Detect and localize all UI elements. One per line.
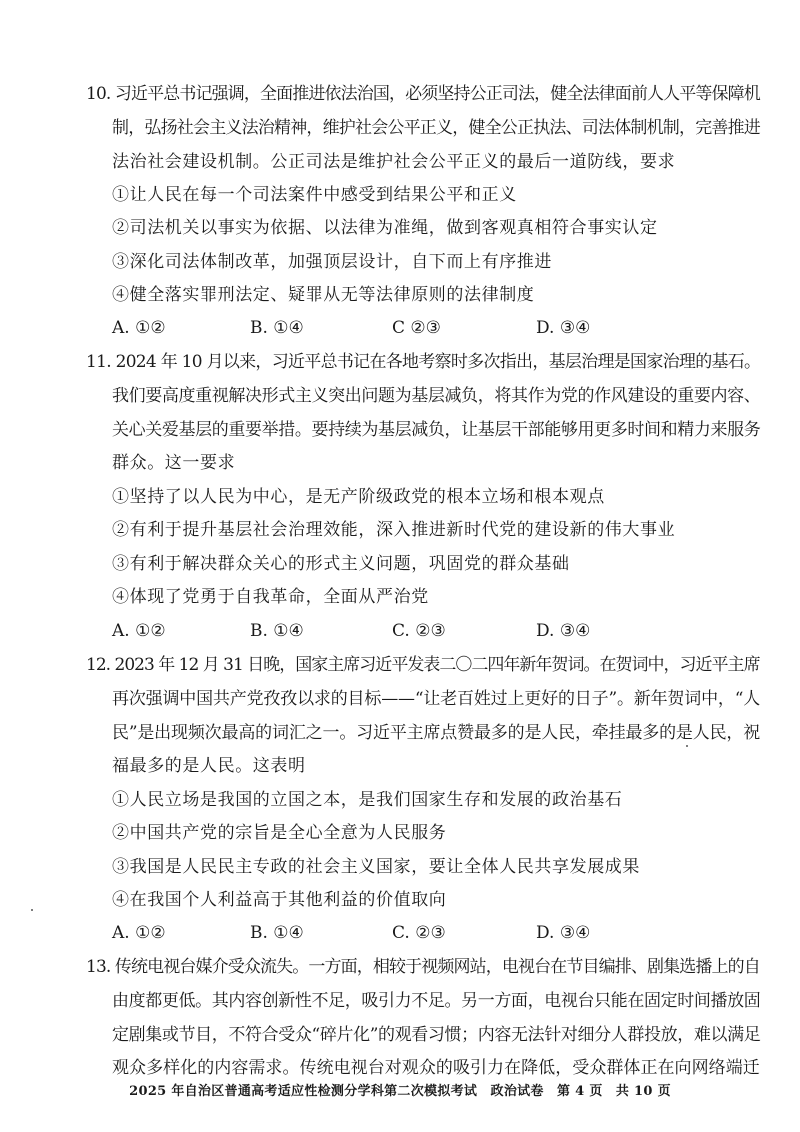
page-footer: 2025 年自治区普通高考适应性检测分学科第二次模拟考试 政治试卷 第 4 页 共 10 页 [129, 1084, 671, 1099]
option-c: C. ②③ [392, 923, 446, 943]
question-stem-line: 福最多的是人民。这表明 [112, 756, 306, 776]
question-stem-line: 法治社会建设机制。公正司法是维护社会公平正义的最后一道防线，要求 [112, 152, 676, 172]
question-stem-line: 由度都更低。其内容创新性不足，吸引力不足。另一方面，电视台只能在固定时间播放固 [112, 991, 761, 1011]
option-b: B. ①④ [250, 318, 304, 338]
option-a: A. ①② [112, 923, 166, 943]
question-stem-line: 再次强调中国共产党孜孜以求的目标——“让老百姓过上更好的日子”。新年贺词中，“人 [112, 689, 761, 709]
question-stem-line: 12. 2023 年 12 月 31 日晚，国家主席习近平发表二〇二四年新年贺词。在贺词中，习近平主席 [86, 655, 760, 675]
option-a: A. ①② [112, 318, 166, 338]
scan-speck [31, 909, 33, 911]
statement-item: ①人民立场是我国的立国之本，是我们国家生存和发展的政治基石 [112, 790, 623, 810]
question-stem-line: 观众多样化的内容需求。传统电视台对观众的吸引力在降低，受众群体正在向网络端迁 [112, 1058, 760, 1078]
option-b: B. ①④ [250, 621, 304, 641]
statement-item: ④在我国个人利益高于其他利益的价值取向 [112, 890, 447, 910]
statement-item: ④体现了党勇于自我革命，全面从严治党 [112, 587, 429, 607]
question-stem-line: 民”是出现频次最高的词汇之一。习近平主席点赞最多的是人民，牵挂最多的是人民，祝 [112, 723, 761, 743]
statement-item: ①让人民在每一个司法案件中感受到结果公平和正义 [112, 185, 517, 205]
statement-item: ②有利于提升基层社会治理效能，深入推进新时代党的建设新的伟大事业 [112, 520, 676, 540]
statement-item: ②司法机关以事实为依据、以法律为准绳，做到客观真相符合事实认定 [112, 218, 658, 238]
question-stem-line: 关心关爱基层的重要举措。要持续为基层减负，让基层干部能够用更多时间和精力来服务 [112, 420, 761, 440]
question-stem-line: 13. 传统电视台媒介受众流失。一方面，相较于视频网站，电视台在节目编排、剧集选播上的自 [86, 957, 760, 977]
question-stem-line: 10. 习近平总书记强调，全面推进依法治国，必须坚持公正司法，健全法律面前人人平等保障机 [86, 84, 760, 104]
option-c: C ②③ [392, 318, 441, 338]
option-c: C. ②③ [392, 621, 446, 641]
option-d: D. ③④ [536, 621, 591, 641]
statement-item: ③有利于解决群众关心的形式主义问题，巩固党的群众基础 [112, 554, 570, 574]
statement-item: ①坚持了以人民为中心，是无产阶级政党的根本立场和根本观点 [112, 487, 605, 507]
option-d: D. ③④ [536, 318, 591, 338]
option-d: D. ③④ [536, 923, 591, 943]
question-stem-line: 定剧集或节目，不符合受众“碎片化”的观看习惯；内容无法针对细分人群投放，难以满足 [112, 1025, 761, 1045]
question-stem-line: 制，弘扬社会主义法治精神，维护社会公平正义，健全公正执法、司法体制机制，完善推进 [112, 118, 760, 138]
question-stem-line: 11. 2024 年 10 月以来，习近平总书记在各地考察时多次指出，基层治理是国家治理的基石。 [86, 352, 761, 372]
statement-item: ③我国是人民民主专政的社会主义国家，要让全体人民共享发展成果 [112, 857, 640, 877]
statement-item: ②中国共产党的宗旨是全心全意为人民服务 [112, 823, 447, 843]
scan-speck [686, 745, 688, 747]
option-a: A. ①② [112, 621, 166, 641]
statement-item: ③深化司法体制改革，加强顶层设计，自下而上有序推进 [112, 252, 552, 272]
statement-item: ④健全落实罪刑法定、疑罪从无等法律原则的法律制度 [112, 285, 535, 305]
question-stem-line: 群众。这一要求 [112, 453, 236, 473]
question-stem-line: 我们要高度重视解决形式主义突出问题为基层减负，将其作为党的作风建设的重要内容、 [112, 386, 761, 406]
option-b: B. ①④ [250, 923, 304, 943]
